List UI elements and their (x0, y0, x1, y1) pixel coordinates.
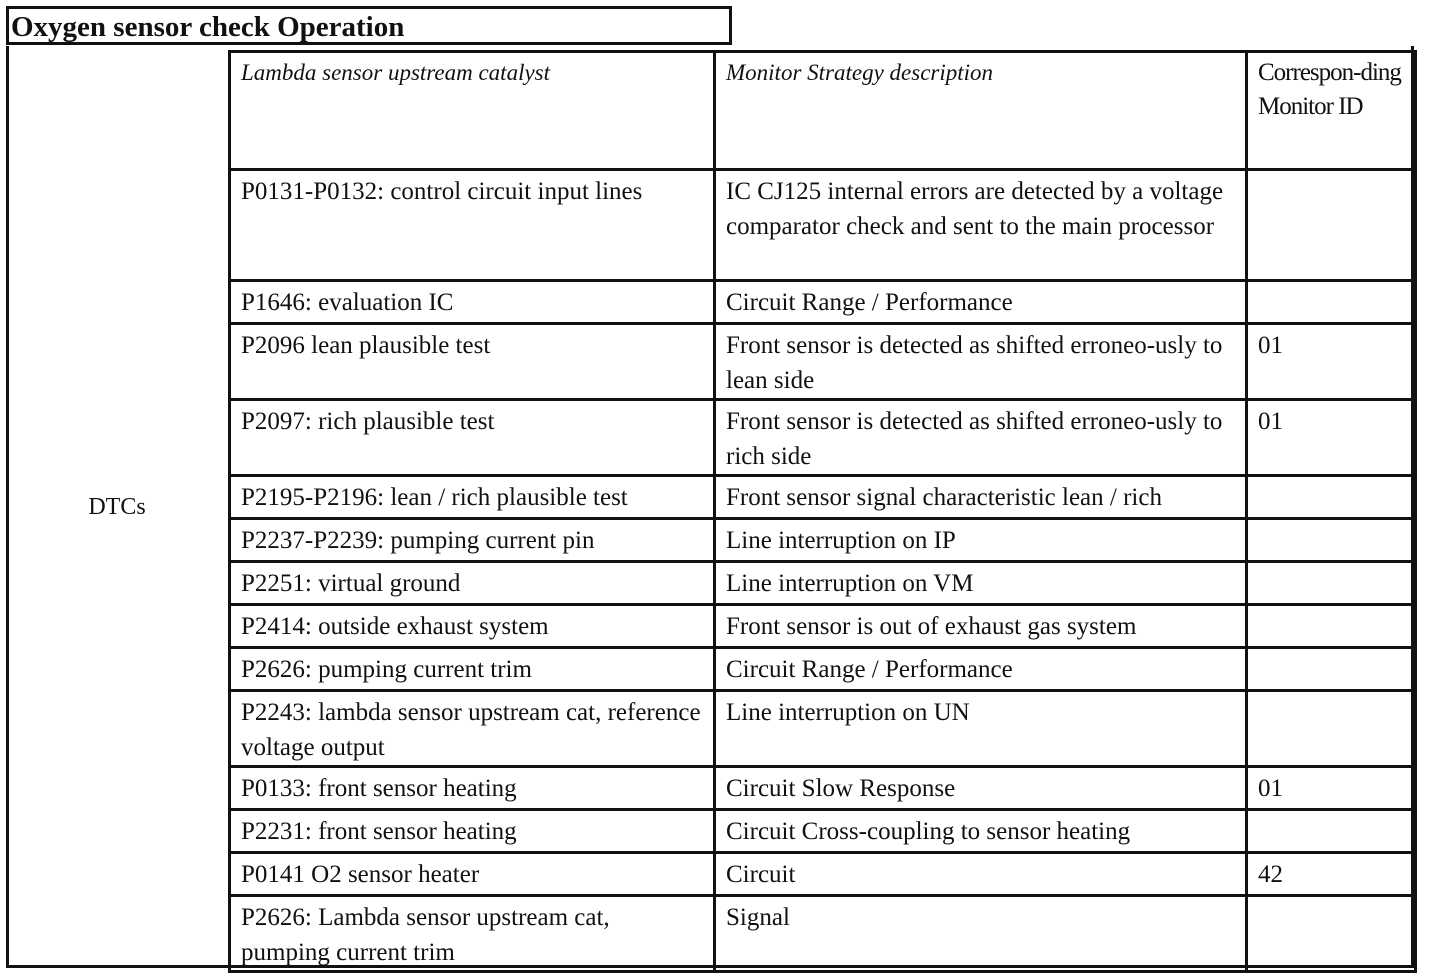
monitor-id-cell: 01 (1247, 324, 1416, 400)
table-row (230, 648, 1416, 691)
monitor-id-cell (1247, 810, 1416, 853)
dtc-cell: P2414: outside exhaust system (230, 605, 715, 648)
monitor-id-cell: 01 (1247, 767, 1416, 810)
description-cell: Circuit (715, 853, 1247, 896)
dtc-cell: P2096 lean plausible test (230, 324, 715, 400)
description-cell: Line interruption on VM (715, 562, 1247, 605)
monitor-id-cell (1247, 691, 1416, 767)
table-row (230, 605, 1416, 648)
dtc-cell: P2237-P2239: pumping current pin (230, 519, 715, 562)
dtc-cell: P0141 O2 sensor heater (230, 853, 715, 896)
dtc-table (228, 50, 1417, 973)
dtc-cell: P2097: rich plausible test (230, 400, 715, 476)
table-row (230, 896, 1416, 972)
document-title: Oxygen sensor check Operation (6, 6, 732, 45)
header-monitor-id: Correspon-ding Monitor ID (1247, 52, 1416, 170)
table-row (230, 853, 1416, 896)
description-cell: Front sensor signal characteristic lean / rich (715, 476, 1247, 519)
monitor-id-cell (1247, 281, 1416, 324)
table-row (230, 476, 1416, 519)
monitor-id-cell (1247, 170, 1416, 281)
monitor-id-cell (1247, 896, 1416, 972)
monitor-id-cell: 42 (1247, 853, 1416, 896)
description-cell: IC CJ125 internal errors are detected by a voltage comparator check and sent to the main processor (715, 170, 1247, 281)
monitor-id-cell: 01 (1247, 400, 1416, 476)
description-cell: Circuit Range / Performance (715, 648, 1247, 691)
table-row (230, 170, 1416, 281)
description-cell: Line interruption on UN (715, 691, 1247, 767)
description-cell: Front sensor is out of exhaust gas system (715, 605, 1247, 648)
monitor-id-cell (1247, 562, 1416, 605)
dtc-cell: P2251: virtual ground (230, 562, 715, 605)
table-row (230, 691, 1416, 767)
dtc-cell: P2195-P2196: lean / rich plausible test (230, 476, 715, 519)
description-cell: Circuit Slow Response (715, 767, 1247, 810)
table-row (230, 810, 1416, 853)
header-lambda-sensor: Lambda sensor upstream catalyst (230, 52, 715, 170)
description-cell: Circuit Range / Performance (715, 281, 1247, 324)
dtcs-row-label: DTCs (88, 493, 146, 520)
table-row (230, 767, 1416, 810)
dtc-cell: P2626: pumping current trim (230, 648, 715, 691)
description-cell: Front sensor is detected as shifted erroneo-usly to lean side (715, 324, 1247, 400)
table-row (230, 519, 1416, 562)
dtc-cell: P0131-P0132: control circuit input lines (230, 170, 715, 281)
table-row (230, 281, 1416, 324)
dtc-cell: P2626: Lambda sensor upstream cat, pumping current trim (230, 896, 715, 972)
description-cell: Signal (715, 896, 1247, 972)
monitor-id-cell (1247, 605, 1416, 648)
table-row (230, 562, 1416, 605)
dtc-cell: P1646: evaluation IC (230, 281, 715, 324)
dtc-cell: P2231: front sensor heating (230, 810, 715, 853)
header-monitor-strategy: Monitor Strategy description (715, 52, 1247, 170)
table-row (230, 324, 1416, 400)
description-cell: Front sensor is detected as shifted erroneo-usly to rich side (715, 400, 1247, 476)
dtc-cell: P2243: lambda sensor upstream cat, reference voltage output (230, 691, 715, 767)
dtc-cell: P0133: front sensor heating (230, 767, 715, 810)
description-cell: Line interruption on IP (715, 519, 1247, 562)
table-row (230, 400, 1416, 476)
monitor-id-cell (1247, 648, 1416, 691)
description-cell: Circuit Cross-coupling to sensor heating (715, 810, 1247, 853)
monitor-id-cell (1247, 476, 1416, 519)
monitor-id-cell (1247, 519, 1416, 562)
table-header-row (230, 52, 1416, 170)
